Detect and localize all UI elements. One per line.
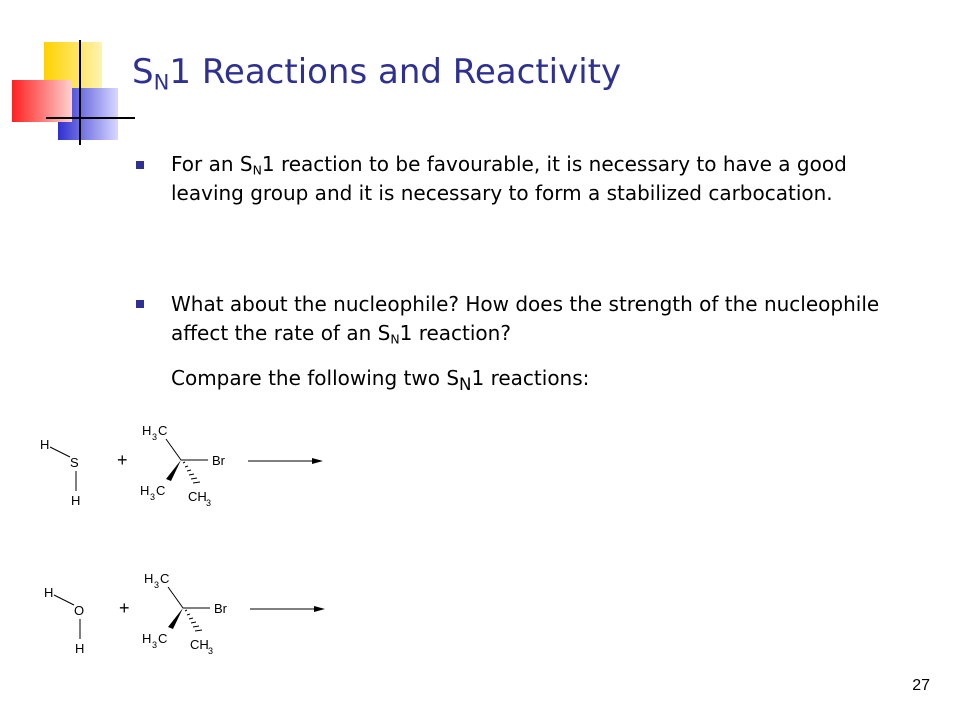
svg-text:C: C	[160, 571, 170, 586]
svg-text:H: H	[75, 641, 85, 656]
nucleophile-h2s	[40, 437, 80, 508]
svg-text:3: 3	[152, 432, 158, 442]
compare-line: Compare the following two $S_N1$ reactions:	[171, 366, 590, 394]
plus-sign: +	[117, 450, 128, 470]
substrate-tert-butyl-bromide	[140, 423, 226, 508]
svg-text:3: 3	[154, 580, 160, 590]
svg-text:H: H	[40, 437, 50, 452]
reaction-2-scheme	[30, 565, 350, 675]
red-square	[12, 80, 72, 122]
svg-text:CH: CH	[188, 489, 207, 504]
reaction-1-scheme	[30, 415, 350, 525]
nucleophile-h2o	[44, 585, 84, 656]
svg-text:Br: Br	[214, 601, 227, 616]
svg-text:H: H	[144, 571, 154, 586]
svg-text:C: C	[158, 423, 168, 438]
svg-text:H: H	[44, 585, 54, 600]
svg-text:S: S	[70, 455, 79, 470]
corner-decoration	[0, 0, 140, 150]
svg-text:H: H	[142, 423, 152, 438]
svg-text:C: C	[156, 483, 166, 498]
reaction-arrow	[250, 606, 325, 612]
svg-text:H: H	[142, 631, 152, 646]
substrate-tert-butyl-bromide	[142, 571, 228, 656]
plus-sign: +	[119, 598, 130, 618]
svg-text:3: 3	[150, 492, 156, 502]
svg-text:C: C	[158, 631, 168, 646]
svg-text:H: H	[140, 483, 150, 498]
svg-text:3: 3	[152, 640, 158, 650]
bullet-marker	[136, 161, 144, 169]
reaction-arrow	[248, 458, 323, 464]
slide-title: $S_N1$ Reactions and Reactivity	[132, 52, 622, 95]
bullet-favourable: For an $S_N1$ reaction to be favourable, it is necessary to have a good leaving group and it is necessary to form a stabilized carbocation.	[171, 152, 847, 205]
bullet-marker	[136, 300, 144, 308]
svg-text:3: 3	[206, 498, 212, 508]
svg-text:3: 3	[208, 646, 214, 656]
bullet-nucleophile: What about the nucleophile? How does the strength of the nucleophile affect the rate of an $S_N1$ reaction?	[171, 292, 880, 347]
svg-text:Br: Br	[212, 453, 225, 468]
svg-text:CH: CH	[190, 637, 209, 652]
page-number: 27	[912, 677, 930, 694]
svg-text:O: O	[74, 603, 85, 618]
svg-text:H: H	[71, 493, 81, 508]
